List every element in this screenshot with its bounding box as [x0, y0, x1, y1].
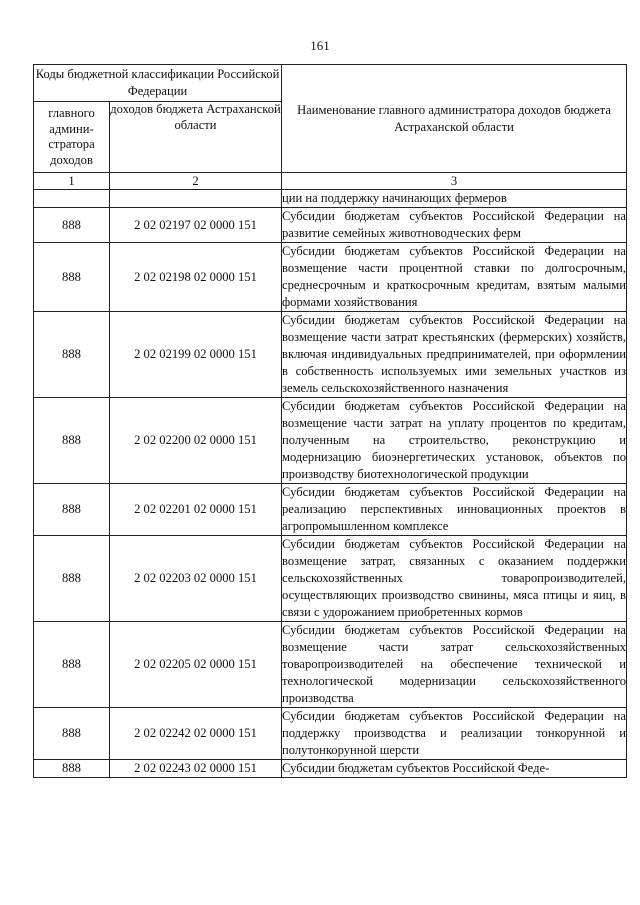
- revenue-name-cell: Субсидии бюджетам субъектов Российской Федерации на возмещение части затрат сельскохозяйственных товаропроизводителей на обеспечение технической и технологической модернизации сельскохозяйственного производства: [282, 622, 627, 708]
- table-row: [34, 398, 627, 484]
- admin-code-cell: 888: [34, 622, 110, 708]
- table-row: [34, 622, 627, 708]
- table-row: [34, 190, 627, 208]
- header-admin-column: [34, 102, 110, 173]
- table-row: [34, 243, 627, 312]
- income-code-cell: 2 02 02198 02 0000 151: [110, 243, 282, 312]
- admin-code-cell: 888: [34, 208, 110, 243]
- income-code-cell: 2 02 02205 02 0000 151: [110, 622, 282, 708]
- revenue-name-cell: ции на поддержку начинающих фермеров: [282, 190, 627, 208]
- income-code-cell: 2 02 02197 02 0000 151: [110, 208, 282, 243]
- admin-code-cell: 888: [34, 484, 110, 536]
- table-row: [34, 312, 627, 398]
- header-income-column: доходов бюджета Астраханской области: [110, 102, 282, 173]
- table-row: [34, 536, 627, 622]
- revenue-name-cell: Субсидии бюджетам субъектов Российской Федерации на поддержку производства и реализации тонкорунной и полутонкорунной шерсти: [282, 708, 627, 760]
- income-code-cell: [110, 190, 282, 208]
- income-code-cell: 2 02 02199 02 0000 151: [110, 312, 282, 398]
- revenue-name-cell: Субсидии бюджетам субъектов Российской Федерации на развитие семейных животноводческих ферм: [282, 208, 627, 243]
- column-index-row: [34, 173, 627, 190]
- column-index-2: 2: [110, 173, 282, 190]
- income-code-cell: 2 02 02242 02 0000 151: [110, 708, 282, 760]
- admin-code-cell: 888: [34, 312, 110, 398]
- admin-code-cell: 888: [34, 243, 110, 312]
- table-row: [34, 708, 627, 760]
- header-admin-label: главного админи-стратора доходов: [48, 106, 95, 167]
- admin-code-cell: 888: [34, 398, 110, 484]
- income-code-cell: 2 02 02201 02 0000 151: [110, 484, 282, 536]
- header-name-column: Наименование главного администратора доходов бюджета Астраханской области: [282, 65, 627, 173]
- admin-code-cell: 888: [34, 708, 110, 760]
- admin-code-cell: [34, 190, 110, 208]
- table-row: [34, 484, 627, 536]
- revenue-name-cell: Субсидии бюджетам субъектов Российской Федерации на возмещение части процентной ставки по долгосрочным, среднесрочным и краткосрочным кредитам, взятым малыми формами хозяйствования: [282, 243, 627, 312]
- revenue-name-cell: Субсидии бюджетам субъектов Российской Федерации на реализацию перспективных инновационных проектов в агропромышленном комплексе: [282, 484, 627, 536]
- budget-classification-table: [33, 64, 627, 778]
- income-code-cell: 2 02 02200 02 0000 151: [110, 398, 282, 484]
- income-code-cell: 2 02 02243 02 0000 151: [110, 760, 282, 778]
- income-code-cell: 2 02 02203 02 0000 151: [110, 536, 282, 622]
- header-codes-group: Коды бюджетной классификации Российской Федерации: [34, 65, 282, 102]
- admin-code-cell: 888: [34, 536, 110, 622]
- page-number: 161: [310, 38, 330, 53]
- table-row: [34, 208, 627, 243]
- revenue-name-cell: Субсидии бюджетам субъектов Российской Федерации на возмещение части затрат крестьянских (фермерских) хозяйств, включая индивидуальных предпринимателей, при оформлении в собственность используемых ими земельных участков из земель сельскохозяйственного назначения: [282, 312, 627, 398]
- column-index-3: 3: [282, 173, 627, 190]
- revenue-name-cell: Субсидии бюджетам субъектов Российской Феде-: [282, 760, 627, 778]
- table-row: [34, 760, 627, 778]
- admin-code-cell: 888: [34, 760, 110, 778]
- revenue-name-cell: Субсидии бюджетам субъектов Российской Федерации на возмещение части затрат на уплату процентов по кредитам, полученным на строительство, реконструкцию и модернизацию биоэнергетических установок, объектов по производству биотехнологической продукции: [282, 398, 627, 484]
- column-index-1: 1: [34, 173, 110, 190]
- header-row-top: [34, 65, 627, 102]
- revenue-name-cell: Субсидии бюджетам субъектов Российской Федерации на возмещение затрат, связанных с оказанием поддержки сельскохозяйственных товаропроизводителей, осуществляющих производство свинины, мяса птицы и яиц, в связи с удорожанием приобретенных кормов: [282, 536, 627, 622]
